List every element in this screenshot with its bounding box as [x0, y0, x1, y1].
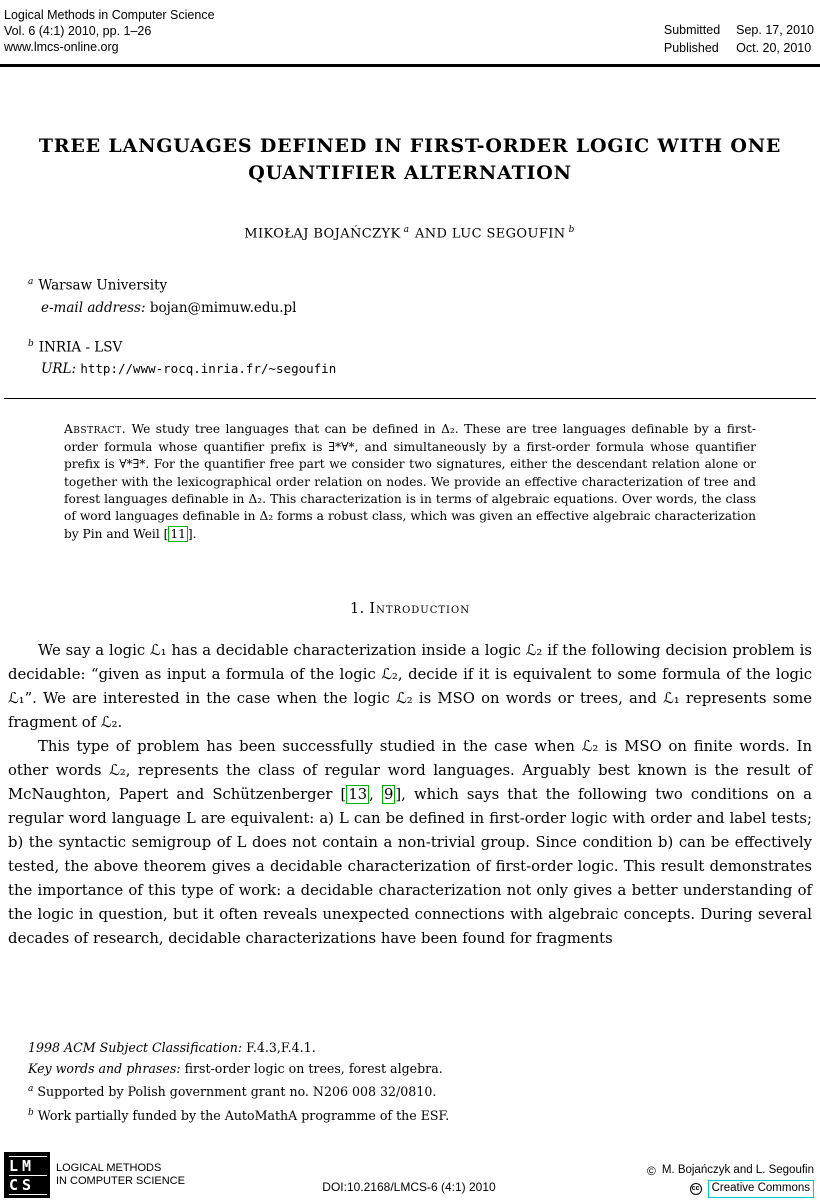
creative-commons-row	[690, 1180, 814, 1198]
email-label: e-mail address:	[41, 299, 146, 316]
journal-name: Logical Methods in Computer Science	[4, 8, 215, 22]
author-2-affiliation-mark: b	[568, 225, 575, 235]
footnote-keywords	[10, 1059, 810, 1080]
citation-separator: ,	[369, 786, 382, 804]
submission-dates	[664, 22, 814, 56]
paper-title-line-2: QUANTIFIER ALTERNATION	[248, 162, 572, 184]
section-title: Introduction	[369, 601, 470, 618]
abstract	[64, 421, 756, 543]
author-1-affiliation-mark: a	[403, 225, 410, 235]
affiliation-b	[28, 333, 820, 381]
acm-classification-value: F.4.3,F.4.1.	[242, 1040, 316, 1055]
paper-title-line-1: TREE LANGUAGES DEFINED IN FIRST-ORDER LOGIC WITH ONE	[38, 135, 782, 157]
paragraph-1-text: We say a logic ℒ₁ has a decidable characterization inside a logic ℒ₂ if the following decision problem is decidable: “given as input a formula of the logic ℒ₂, decide if it is equivalent to some formula of the logic ℒ₁”. We are interested in the case when the logic ℒ₂ is MSO on words or trees, and ℒ₁ represents some fragment of ℒ₂.	[8, 642, 812, 732]
footer-publisher	[4, 1152, 322, 1198]
affiliation-a	[28, 271, 820, 319]
citation-9[interactable]: 9	[383, 786, 394, 804]
affiliation-b-name	[28, 333, 820, 359]
email-link[interactable]: bojan@mimuw.edu.pl	[149, 299, 297, 316]
affiliation-b-institution: INRIA - LSV	[38, 339, 123, 356]
copyright-row	[647, 1163, 814, 1178]
publisher-name-line-2: IN COMPUTER SCIENCE	[56, 1175, 185, 1187]
paragraph-2	[8, 735, 812, 951]
creative-commons-link[interactable]: Creative Commons	[708, 1180, 814, 1198]
abstract-text: We study tree languages that can be defined in Δ₂. These are tree languages definable by a first-order formula whose quantifier prefix is ∃*∀*, and simultaneously by a first-order formula whose quantifier prefix is ∀*∃*. For the quantifier free part we consider two signatures, either the descendant relation alone or together with the lexicographical order relation on nodes. We provide an effective characterization of tree and forest languages definable in Δ₂. This characterization is in terms of algebraic equations. Over words, the class of word languages definable in Δ₂ forms a robust class, which was given an effective algebraic characterization by Pin and Weil [	[64, 422, 756, 541]
footnote-b-text: Work partially funded by the AutoMathA programme of the ESF.	[37, 1107, 450, 1123]
journal-header	[0, 0, 820, 56]
published-label: Published	[663, 41, 719, 55]
publisher-name-line-1: LOGICAL METHODS	[56, 1161, 162, 1174]
section-number: 1.	[350, 601, 365, 618]
affiliation-b-mark: b	[28, 338, 34, 349]
paragraph-2-text: This type of problem has been successfully studied in the case when ℒ₂ is MSO on finite words. In other words ℒ₂, represents the class of regular word languages. Arguably best known is the result of McNaughton, Papert and Schützenberger [	[8, 738, 812, 804]
footnote-a-text: Supported by Polish government grant no. N206 008 32/0810.	[37, 1084, 437, 1100]
citation-11[interactable]: 11	[170, 526, 186, 541]
copyright-icon: ©	[647, 1163, 656, 1178]
footnote-b-mark: b	[28, 1107, 34, 1118]
keywords-label: Key words and phrases:	[28, 1060, 181, 1076]
abstract-text-end: ].	[187, 526, 197, 541]
copyright-text: M. Bojańczyk and L. Segoufin	[661, 1164, 814, 1176]
submitted-label: Submitted	[663, 23, 721, 37]
footnote-b	[10, 1103, 810, 1127]
lmcs-logo-line-2: CS	[9, 1176, 47, 1195]
affiliations	[28, 271, 820, 380]
header-rule	[0, 64, 820, 67]
acm-classification-label: 1998 ACM Subject Classification:	[28, 1040, 243, 1055]
author-2: LUC SEGOUFIN	[451, 226, 566, 242]
affiliation-a-mark: a	[28, 277, 34, 288]
lmcs-logo	[4, 1152, 50, 1198]
keywords-value: first-order logic on trees, forest algebra.	[180, 1060, 443, 1076]
affiliation-a-contact	[41, 297, 820, 319]
journal-info	[4, 7, 215, 56]
citation-13[interactable]: 13	[348, 786, 368, 804]
footnote-a	[10, 1079, 810, 1103]
published-date: Oct. 20, 2010	[736, 41, 812, 55]
paragraph-1	[8, 639, 812, 735]
section-heading	[0, 601, 820, 617]
affiliation-b-contact	[41, 358, 820, 380]
page-footer	[4, 1152, 814, 1198]
affiliation-a-name	[28, 271, 820, 297]
authors-conjunction: AND	[410, 226, 452, 242]
abstract-rule	[4, 398, 816, 399]
url-link[interactable]: http://www-rocq.inria.fr/~segoufin	[80, 361, 337, 377]
journal-volume: Vol. 6 (4:1) 2010, pp. 1–26	[4, 24, 152, 38]
affiliation-a-institution: Warsaw University	[38, 277, 168, 294]
cc-icon: cc	[690, 1183, 702, 1195]
footnote-acm-classification	[10, 1038, 810, 1059]
footnote-a-mark: a	[28, 1084, 34, 1094]
paragraph-2-text-end: ], which says that the following two conditions on a regular word language L are equivalent: a) L can be defined in first-order logic with order and label tests; b) the syntactic semigroup of L does not contain a non-trivial group. Since condition b) can be effectively tested, the above theorem gives a decidable characterization of first-order logic. This result demonstrates the importance of this type of work: a decidable characterization not only gives a better understanding of the logic in question, but it often reveals unexpected connections with algebraic concepts. During several decades of research, decidable characterizations have been found for fragments	[8, 786, 812, 948]
footnotes	[10, 1038, 810, 1126]
journal-website-link[interactable]: www.lmcs-online.org	[4, 40, 119, 54]
lmcs-logo-line-1: LM	[9, 1156, 47, 1176]
doi[interactable]: DOI:10.2168/LMCS-6 (4:1) 2010	[322, 1180, 496, 1194]
author-1: MIKOŁAJ BOJAŃCZYK	[244, 226, 401, 242]
paper-title	[0, 133, 820, 187]
abstract-label: Abstract.	[64, 422, 127, 437]
submitted-date: Sep. 17, 2010	[736, 23, 814, 37]
publisher-name	[56, 1162, 185, 1189]
footer-copyright	[496, 1163, 814, 1198]
url-label: URL:	[41, 361, 77, 378]
authors-line	[0, 225, 820, 241]
